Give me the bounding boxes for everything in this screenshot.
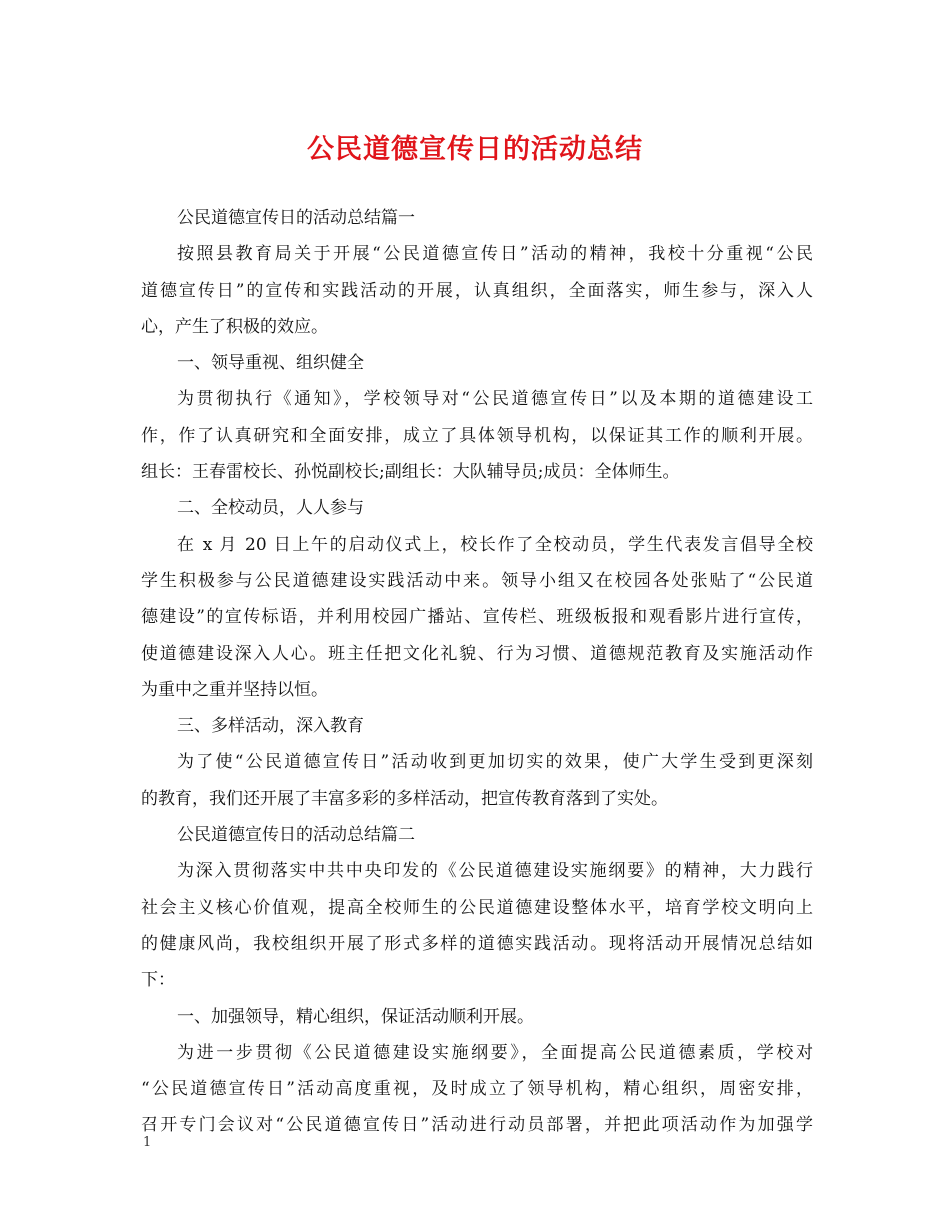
subsection-heading: 三、多样活动，深入教育 — [177, 716, 364, 737]
subsection-heading: 一、领导重视、组织健全 — [177, 353, 364, 374]
paragraph-line: 为深入贯彻落实中共中央印发的《公民道德建设实施纲要》的精神，大力践行 — [177, 861, 813, 882]
paragraph-line: 德建设”的宣传标语，并利用校园广播站、宣传栏、班级板报和观看影片进行宣传， — [141, 607, 813, 628]
paragraph-line: 学生积极参与公民道德建设实践活动中来。领导小组又在校园各处张贴了“公民道 — [141, 570, 813, 591]
paragraph-line: 道德宣传日”的宣传和实践活动的开展，认真组织，全面落实，师生参与，深入人 — [141, 280, 813, 301]
paragraph-line: 的健康风尚，我校组织开展了形式多样的道德实践活动。现将活动开展情况总结如 — [141, 933, 813, 954]
subsection-heading: 二、全校动员，人人参与 — [177, 498, 364, 519]
paragraph-line: 使道德建设深入人心。班主任把文化礼貌、行为习惯、道德规范教育及实施活动作 — [141, 643, 813, 664]
section-heading: 公民道德宣传日的活动总结篇二 — [177, 825, 415, 846]
paragraph-line: “公民道德宣传日”活动高度重视，及时成立了领导机构，精心组织，周密安排， — [141, 1079, 813, 1100]
page-number: 1 — [143, 1135, 152, 1150]
document-body — [141, 200, 813, 1144]
section-heading: 公民道德宣传日的活动总结篇一 — [177, 208, 415, 228]
paragraph-line: 按照县教育局关于开展“公民道德宣传日”活动的精神，我校十分重视“公民 — [177, 244, 813, 265]
paragraph-line: 召开专门会议对“公民道德宣传日”活动进行动员部署，并把此项活动作为加强学 — [141, 1115, 813, 1136]
paragraph-line: 为贯彻执行《通知》，学校领导对“公民道德宣传日”以及本期的道德建设工 — [177, 389, 813, 410]
document-title: 公民道德宣传日的活动总结 — [307, 134, 643, 165]
paragraph-line: 在 x 月 20 日上午的启动仪式上，校长作了全校动员，学生代表发言倡导全校 — [177, 534, 813, 555]
paragraph-line: 为了使“公民道德宣传日”活动收到更加切实的效果，使广大学生受到更深刻 — [177, 752, 813, 773]
paragraph-line: 社会主义核心价值观，提高全校师生的公民道德建设整体水平，培育学校文明向上 — [141, 897, 813, 918]
paragraph-line: 为进一步贯彻《公民道德建设实施纲要》，全面提高公民道德素质，学校对 — [177, 1042, 813, 1063]
paragraph-line: 组长：王春雷校长、孙悦副校长;副组长：大队辅导员;成员：全体师生。 — [141, 462, 680, 483]
subsection-heading: 一、加强领导，精心组织，保证活动顺利开展。 — [177, 1006, 534, 1027]
paragraph-line: 的教育，我们还开展了丰富多彩的多样活动，把宣传教育落到了实处。 — [141, 788, 668, 809]
paragraph-line: 为重中之重并坚持以恒。 — [141, 679, 328, 700]
paragraph-line: 下： — [141, 970, 175, 991]
paragraph-line: 心，产生了积极的效应。 — [141, 316, 328, 337]
paragraph-line: 作，作了认真研究和全面安排，成立了具体领导机构，以保证其工作的顺利开展。 — [141, 425, 813, 446]
